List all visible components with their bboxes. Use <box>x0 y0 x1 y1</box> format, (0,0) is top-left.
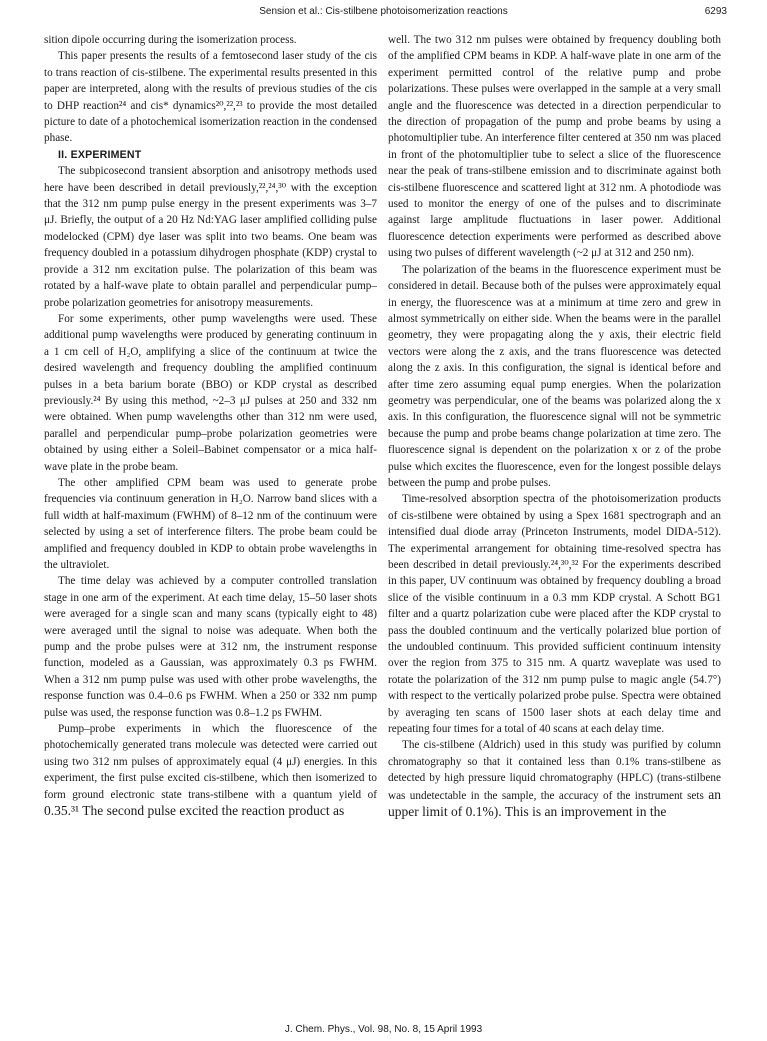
running-title: Sension et al.: Cis-stilbene photoisomerization reactions <box>259 6 508 17</box>
running-header <box>0 6 767 22</box>
paragraph: well. The two 312 nm pulses were obtained by frequency doubling both of the amplified CPM beams in KDP. A half-wave plate in one arm of the experiment permitted control of the relative pump and probe polarizations. These pulses were overlapped in the sample at a very small angle and the fluorescence was detected in a direction perpendicular to the direction of propagation of the pump and probe beams by using a photomultiplier tube. An interference filter centered at 350 nm was placed in front of the photomultiplier tube to select a slice of the fluorescence near the peak of trans-stilbene emission and to discriminate against both cis-stilbene fluorescence and scattered light at 312 nm. A photodiode was used to monitor the energy of one of the pulses and to discriminate against large amplitude fluctuations in laser power. Additional fluorescence detection experiments were performed as described above using two pulses of different wavelength (~2 μJ at 312 and 250 nm). <box>388 34 721 260</box>
paragraph: sition dipole occurring during the isomerization process. <box>44 34 297 46</box>
journal-citation-footer: J. Chem. Phys., Vol. 98, No. 8, 15 April 1993 <box>284 1024 483 1035</box>
page-number: 6293 <box>704 6 727 17</box>
left-column <box>44 32 377 821</box>
section-heading: II. EXPERIMENT <box>58 148 142 161</box>
right-column <box>388 32 721 822</box>
paragraph: For some experiments, other pump wavelengths were used. These additional pump wavelengths were produced by generating continuum in a 1 cm cell of H₂O, amplifying a slice of the continuum at twice the desired wavelength and frequency doubling the amplified continuum pulses in a beta barium borate (BBO) or KDP crystal as described previously.²⁴ By using this method, ~2–3 μJ pulses at 250 and 332 nm were obtained. When pump wavelengths other than 312 nm were used, parallel and perpendicular pump–probe polarization geometries were obtained by using either a Soleil–Babinet compensator or a mica half-wave plate in the probe beam. <box>44 312 377 473</box>
paragraph <box>44 721 377 820</box>
paragraph: The time delay was achieved by a computer controlled translation stage in one arm of the experiment. At each time delay, 15–50 laser shots were averaged for a single scan and many scans (typically eight to 48) were averaged until the signal to noise was adequate. When both the pump and the probe pulses were at 312 nm, the instrument response function, modeled as a Gaussian, was approximately 0.3 ps FWHM. When a 312 nm pump pulse was used with other probe wavelengths, the response function was 0.4–0.6 ps FWHM. When a 250 or 332 nm pump pulse was used, the response function was 0.8–1.2 ps FWHM. <box>44 575 377 719</box>
paragraph-last-line: 0.35.³¹ The second pulse excited the reaction product as <box>44 803 345 819</box>
paragraph-body: Pump–probe experiments in which the fluorescence of the photochemically generated trans molecule was detected were carried out using two 312 nm pulses of approximately equal (4 μJ) energies. In this experiment, the first pulse excited cis-stilbene, which then isomerized to form ground electronic state trans-stilbene with a quantum yield of <box>44 723 377 801</box>
paragraph: The other amplified CPM beam was used to generate probe frequencies via continuum generation in H₂O. Narrow band slices with a full width at half-maximum (FWHM) of 8–12 nm of the continuum were selected by using a set of interference filters. The probe beam could be amplified and frequency doubled in KDP to obtain probe wavelengths in the ultraviolet. <box>44 476 377 571</box>
paragraph: Time-resolved absorption spectra of the photoisomerization products of cis-stilbene were obtained by using a Spex 1681 spectrograph and an intensified dual diode array (Princeton Instruments, model DIDA-512). The experimental arrangement for obtaining time-resolved spectra has been described in detail previously.²⁴,³⁰,³² For the experiments described in this paper, UV continuum was obtained by frequency doubling a broad slice of the visible continuum in a 0.3 mm KDP crystal. A Schott BG1 filter and a quartz polarization cube were placed after the KDP crystal to pass the doubled continuum and the vertically polarized blue portion of the undoubled continuum. This provided sufficient continuum intensity over the region from 375 to 315 nm. A quartz waveplate was used to rotate the polarization of the 312 nm pump pulse to magic angle (54.7°) with respect to the vertically polarized probe pulse. Spectra were obtained by averaging ten scans of 1500 laser shots at each delay time and repeating four times for a total of 40 scans at each delay time. <box>388 493 721 736</box>
paragraph: The subpicosecond transient absorption and anisotropy methods used here have been described in detail previously,²²,²⁴,³⁰ with the exception that the 312 nm pump pulse energy in the present experiments was 3–7 μJ. Briefly, the output of a 20 Hz Nd:YAG laser amplified colliding pulse modelocked (CPM) dye laser was split into two beams. One beam was frequency doubled in a potassium dihydrogen phosphate (KDP) crystal to provide a 312 nm excitation pulse. The polarization of this beam was rotated by a half-wave plate to obtain parallel and perpendicular pump–probe polarization geometries for anisotropy measurements. <box>44 165 377 309</box>
paragraph-last-line: an upper limit of 0.1%). This is an improvement in the <box>388 786 722 820</box>
paragraph: This paper presents the results of a femtosecond laser study of the cis to trans reaction of cis-stilbene. The experimental results presented in this paper are interpreted, along with the results of previous studies of the cis to DHP reaction²⁴ and cis* dynamics²⁰,²²,²³ to provide the most detailed picture to date of a photochemical isomerization reaction in the condensed phase. <box>44 50 378 145</box>
paragraph <box>388 737 721 821</box>
paragraph-body: The cis-stilbene (Aldrich) used in this study was purified by column chromatography so that it contained less than 0.1% trans-stilbene as detected by high pressure liquid chromatography (HPLC) (trans-stilbene was undetectable in the sample, the accuracy of the instrument sets <box>388 739 721 802</box>
paragraph: The polarization of the beams in the fluorescence experiment must be considered in detail. Because both of the pulses were approximately equal in energy, the fluorescence was at a minimum at time zero and grew in almost symmetrically on either side. When the beams were in the parallel geometry, they were propagating along the y axis, their electric field vectors were along the z axis, and the trans fluorescence was detected along the z axis. In this configuration, the signal is identical before and after time zero assuming equal pump energies. When the polarization geometry was perpendicular, one of the beams was polarized along the x axis. In this configuration, the fluorescence signal will not be symmetric because the pump and probe beams change polarization at time zero. The fluorescence signal is dependent on the polarization x or z of the probe pulse which excites the fluorescence, even for the longest possible delays between the pump and probe pulses. <box>388 263 721 489</box>
